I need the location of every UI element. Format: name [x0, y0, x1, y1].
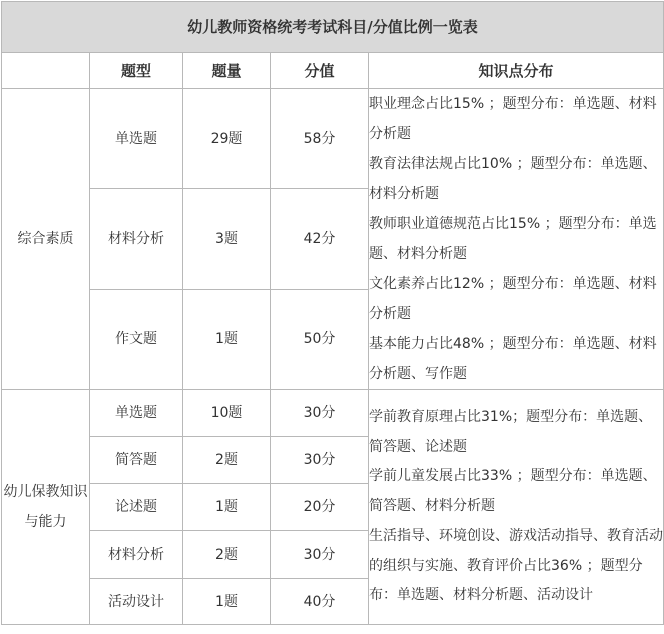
type-cell: 简答题	[90, 437, 183, 484]
title-row	[2, 2, 664, 53]
header-row	[2, 53, 664, 89]
count-cell: 1题	[183, 289, 271, 389]
table-title: 幼儿教师资格统考考试科目/分值比例一览表	[2, 2, 664, 53]
count-cell: 29题	[183, 89, 271, 189]
knowledge-cell	[369, 89, 664, 390]
type-cell: 活动设计	[90, 579, 183, 625]
type-cell: 材料分析	[90, 189, 183, 289]
header-blank	[2, 53, 90, 89]
score-cell: 20分	[271, 484, 369, 531]
table-row	[2, 390, 664, 437]
header-knowledge: 知识点分布	[369, 53, 664, 89]
score-cell: 30分	[271, 390, 369, 437]
knowledge-text: 学前教育原理占比31%；题型分布：单选题、简答题、论述题 学前儿童发展占比33% ；题型分布：单选题、简答题、材料分析题 生活指导、环境创设、游戏活动指导、教育活动的组织与实施、教育评价占比36% ；题型分布：单选题、材料分析题、活动设计	[369, 409, 663, 604]
exam-table	[1, 1, 664, 625]
score-cell: 42分	[271, 189, 369, 289]
score-cell: 50分	[271, 289, 369, 389]
score-cell: 30分	[271, 531, 369, 579]
count-cell: 2题	[183, 531, 271, 579]
header-count: 题量	[183, 53, 271, 89]
table-row	[2, 89, 664, 189]
knowledge-cell	[369, 390, 664, 625]
subject-cell: 幼儿保教知识与能力	[2, 390, 90, 625]
count-cell: 2题	[183, 437, 271, 484]
type-cell: 单选题	[90, 89, 183, 189]
knowledge-text: 职业理念占比15% ；题型分布：单选题、材料分析题 教育法律法规占比10% ；题型分布：单选题、材料分析题 教师职业道德规范占比15% ；题型分布：单选题、材料分析题 文化素养占比12% ；题型分布：单选题、材料分析题 基本能力占比48% ；题型分布：单选题、材料分析题、写作题	[369, 96, 657, 382]
subject-cell: 综合素质	[2, 89, 90, 390]
type-cell: 材料分析	[90, 531, 183, 579]
count-cell: 10题	[183, 390, 271, 437]
count-cell: 3题	[183, 189, 271, 289]
count-cell: 1题	[183, 484, 271, 531]
type-cell: 单选题	[90, 390, 183, 437]
type-cell: 作文题	[90, 289, 183, 389]
score-cell: 58分	[271, 89, 369, 189]
type-cell: 论述题	[90, 484, 183, 531]
header-score: 分值	[271, 53, 369, 89]
score-cell: 40分	[271, 579, 369, 625]
score-cell: 30分	[271, 437, 369, 484]
count-cell: 1题	[183, 579, 271, 625]
header-type: 题型	[90, 53, 183, 89]
